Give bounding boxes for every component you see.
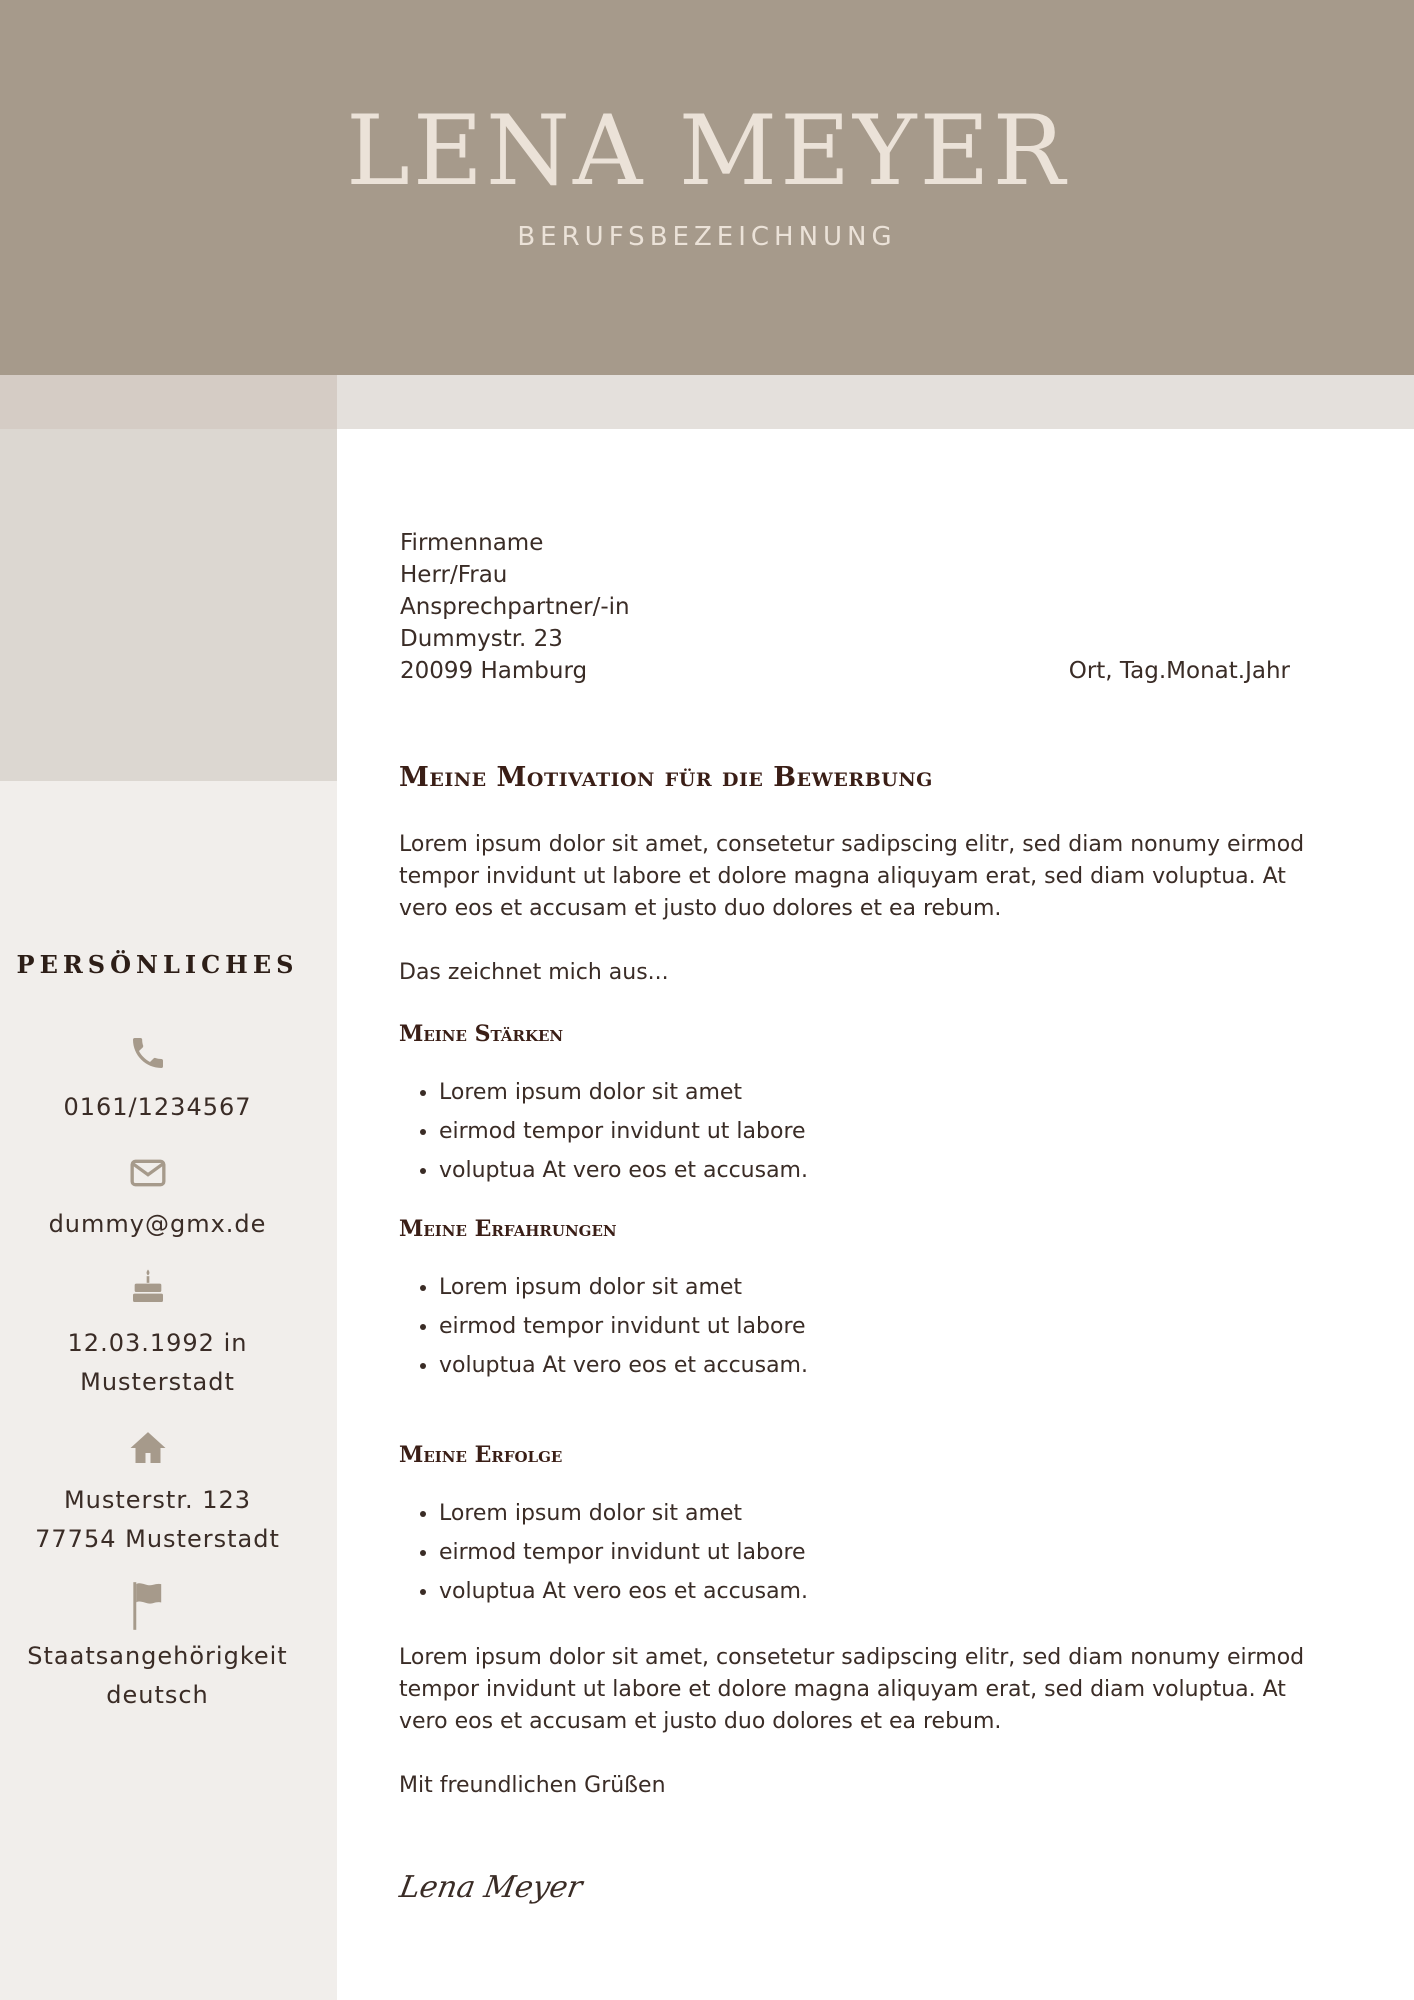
letter-heading: Meine Motivation für die Bewerbung	[399, 762, 933, 793]
home-address: Musterstr. 123 77754 Musterstadt	[35, 1486, 280, 1553]
email-address[interactable]: dummy@gmx.de	[48, 1210, 267, 1238]
recipient-city: 20099 Hamburg	[400, 658, 588, 684]
mail-icon	[128, 1153, 168, 1193]
list-item: • voluptua At vero eos et accusam.	[439, 1151, 808, 1190]
section-title-erfolge: Meine Erfolge	[399, 1442, 563, 1468]
list-erfahrungen	[399, 1268, 808, 1385]
signature: Lena Meyer	[396, 1870, 586, 1905]
sidebar-top-block	[0, 429, 337, 781]
applicant-name: LENA MEYER	[346, 95, 1068, 207]
list-item: • voluptua At vero eos et accusam.	[439, 1346, 808, 1385]
list-item: • eirmod tempor invidunt ut labore	[439, 1307, 808, 1346]
lead-text: Das zeichnet mich aus...	[399, 960, 669, 985]
job-title: BERUFSBEZEICHNUNG	[517, 222, 897, 252]
list-item: • eirmod tempor invidunt ut labore	[439, 1533, 808, 1572]
greeting: Mit freundlichen Grüßen	[399, 1773, 666, 1798]
recipient-address	[400, 527, 630, 687]
list-erfolge	[399, 1494, 808, 1611]
intro-paragraph: Lorem ipsum dolor sit amet, consetetur sadipscing elitr, sed diam nonumy eirmod tempor invidunt ut labore et dolore magna aliquyam erat, sed diam voluptua. At vero eos et accusam et justo duo dolores et ea rebum.	[399, 832, 1305, 921]
recipient-street: Dummystr. 23	[400, 626, 563, 652]
list-item: • eirmod tempor invidunt ut labore	[439, 1112, 808, 1151]
list-staerken	[399, 1073, 808, 1190]
phone-icon	[128, 1033, 168, 1073]
recipient-salutation: Herr/Frau	[400, 562, 508, 588]
letter-date: Ort, Tag.Monat.Jahr	[1068, 658, 1290, 684]
recipient-contact: Ansprechpartner/-in	[400, 594, 630, 620]
list-item: • Lorem ipsum dolor sit amet	[439, 1268, 808, 1307]
home-icon	[128, 1428, 168, 1468]
closing-paragraph: Lorem ipsum dolor sit amet, consetetur sadipscing elitr, sed diam nonumy eirmod tempor invidunt ut labore et dolore magna aliquyam erat, sed diam voluptua. At vero eos et accusam et justo duo dolores et ea rebum.	[399, 1645, 1305, 1734]
recipient-company: Firmenname	[400, 530, 544, 556]
section-title-erfahrungen: Meine Erfahrungen	[399, 1216, 617, 1242]
list-item: • voluptua At vero eos et accusam.	[439, 1572, 808, 1611]
header-banner	[0, 0, 1414, 375]
cake-icon	[128, 1267, 168, 1307]
sidebar-title: PERSÖNLICHES	[16, 950, 299, 979]
decor-band-right	[337, 375, 1414, 429]
phone-number[interactable]: 0161/1234567	[63, 1093, 252, 1121]
birth-info: 12.03.1992 in Musterstadt	[67, 1329, 248, 1396]
list-item: • Lorem ipsum dolor sit amet	[439, 1494, 808, 1533]
section-title-staerken: Meine Stärken	[399, 1021, 564, 1047]
list-item: • Lorem ipsum dolor sit amet	[439, 1073, 808, 1112]
decor-band-left	[0, 375, 337, 429]
flag-icon	[126, 1580, 170, 1632]
nationality: Staatsangehörigkeit deutsch	[27, 1642, 288, 1709]
